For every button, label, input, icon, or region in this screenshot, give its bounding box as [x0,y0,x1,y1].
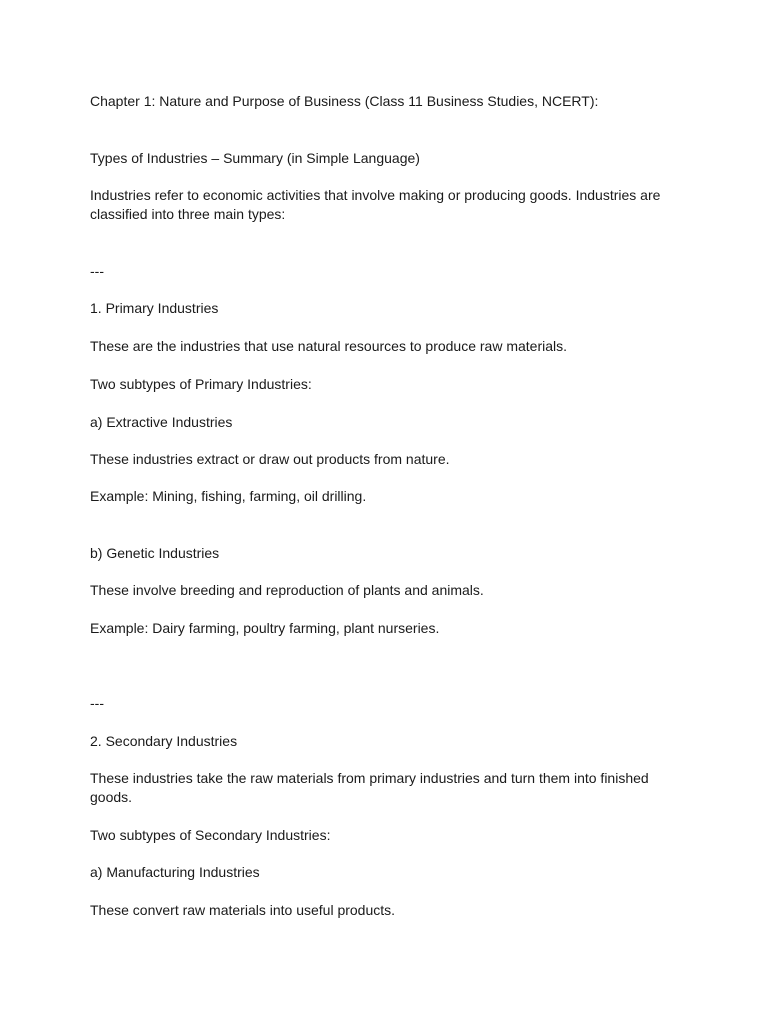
primary-definition: These are the industries that use natural resources to produce raw materials. [90,338,568,354]
divider: --- [90,263,104,279]
extractive-description: These industries extract or draw out products from nature. [90,451,450,467]
section-heading-secondary: 2. Secondary Industries [90,733,238,749]
secondary-definition: These industries take the raw materials from primary industries and turn them into finished goods. [90,770,649,805]
genetic-heading: b) Genetic Industries [90,545,220,561]
manufacturing-heading: a) Manufacturing Industries [90,864,260,880]
intro-paragraph: Industries refer to economic activities that involve making or producing goods. Industries are classified into three main types: [90,187,661,222]
divider: --- [90,695,104,711]
manufacturing-description: These convert raw materials into useful products. [90,902,396,918]
primary-subtypes-heading: Two subtypes of Primary Industries: [90,376,312,392]
extractive-example: Example: Mining, fishing, farming, oil drilling. [90,488,367,504]
section-heading-primary: 1. Primary Industries [90,300,219,316]
chapter-title: Chapter 1: Nature and Purpose of Business (Class 11 Business Studies, NCERT): [90,93,599,109]
extractive-heading: a) Extractive Industries [90,414,233,430]
summary-heading: Types of Industries – Summary (in Simple Language) [90,150,420,166]
genetic-description: These involve breeding and reproduction of plants and animals. [90,582,484,598]
genetic-example: Example: Dairy farming, poultry farming, plant nurseries. [90,620,440,636]
secondary-subtypes-heading: Two subtypes of Secondary Industries: [90,827,331,843]
